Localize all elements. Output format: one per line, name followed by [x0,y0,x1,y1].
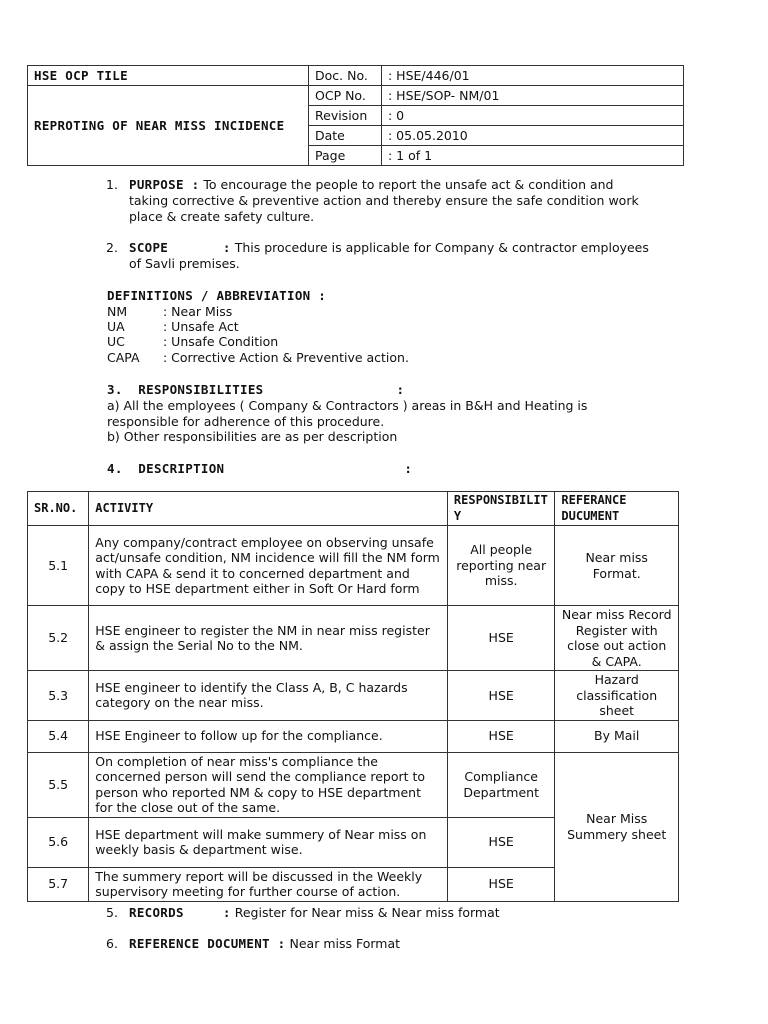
definition-value: : Unsafe Condition [163,334,279,349]
responsibilities-heading: 3. RESPONSIBILITIES : [107,382,405,397]
column-header-activity: ACTIVITY [89,492,448,526]
definition-item [107,334,278,350]
purpose-paragraph [129,177,649,225]
row-responsibility: HSE [447,817,554,867]
responsibilities-line-a: a) All the employees ( Company & Contractors ) areas in B&H and Heating is responsible for adherence of this procedure. [107,398,588,429]
date-value: : 05.05.2010 [382,126,684,146]
row-srno: 5.3 [28,671,89,721]
row-responsibility: Compliance Department [447,752,554,817]
ocp-no-value: : HSE/SOP- NM/01 [382,86,684,106]
ocp-title: HSE OCP TILE [28,66,309,86]
reference-heading: REFERENCE DOCUMENT : [129,936,286,951]
row-srno: 5.7 [28,867,89,901]
description-heading: 4. DESCRIPTION : [107,461,413,476]
records-text: Register for Near miss & Near miss format [234,905,500,920]
row-reference: Near miss Format. [555,526,679,606]
column-header-srno: SR.NO. [28,492,89,526]
purpose-number: 1. [106,177,118,192]
page-label: Page [309,146,382,166]
column-header-responsibility: RESPONSIBILITY [447,492,554,526]
records-number: 5. [106,905,118,920]
doc-no-value: : HSE/446/01 [382,66,684,86]
row-reference: Near miss Record Register with close out action & CAPA. [555,606,679,671]
scope-paragraph [129,240,649,272]
table-row [28,720,679,752]
definition-item [107,350,409,366]
definition-key: NM [107,304,128,319]
purpose-heading: PURPOSE : [129,177,200,192]
table-row [28,526,679,606]
purpose-text: To encourage the people to report the unsafe act & condition and taking corrective & preventive action and thereby ensure the safe condition work place & create safety culture. [129,177,639,224]
definition-key: CAPA [107,350,140,365]
row-activity: On completion of near miss's compliance the concerned person will send the compliance report to person who reported NM & copy to HSE department for the close out of the same. [89,752,448,817]
row-responsibility: HSE [447,671,554,721]
scope-heading: SCOPE : [129,240,231,255]
row-responsibility: HSE [447,606,554,671]
definition-value: : Unsafe Act [163,319,239,334]
scope-text: This procedure is applicable for Company & contractor employees of Savli premises. [129,240,649,271]
scope-number: 2. [106,240,118,255]
definition-item [107,304,232,320]
column-header-reference: REFERANCE DUCUMENT [555,492,679,526]
row-activity: The summery report will be discussed in the Weekly supervisory meeting for further course of action. [89,867,448,901]
row-reference: By Mail [555,720,679,752]
table-row [28,671,679,721]
row-activity: HSE department will make summery of Near miss on weekly basis & department wise. [89,817,448,867]
date-label: Date [309,126,382,146]
row-srno: 5.1 [28,526,89,606]
row-activity: HSE engineer to register the NM in near miss register & assign the Serial No to the NM. [89,606,448,671]
reference-paragraph [129,936,649,952]
row-srno: 5.6 [28,817,89,867]
ocp-no-label: OCP No. [309,86,382,106]
definition-value: : Near Miss [163,304,233,319]
revision-label: Revision [309,106,382,126]
row-activity: HSE engineer to identify the Class A, B, C hazards category on the near miss. [89,671,448,721]
row-responsibility: HSE [447,867,554,901]
revision-value: : 0 [382,106,684,126]
row-activity: HSE Engineer to follow up for the compliance. [89,720,448,752]
row-reference: Near Miss Summery sheet [555,752,679,901]
page-value: : 1 of 1 [382,146,684,166]
row-activity: Any company/contract employee on observing unsafe act/unsafe condition, NM incidence will fill the NM form with CAPA & send it to concerned department and copy to HSE department either in Soft Or Hard form [89,526,448,606]
reference-text: Near miss Format [289,936,401,951]
row-srno: 5.5 [28,752,89,817]
records-heading: RECORDS : [129,905,231,920]
definitions-heading: DEFINITIONS / ABBREVIATION : [107,288,327,303]
reference-number: 6. [106,936,118,951]
document-header-table [27,65,684,166]
document-title: REPROTING OF NEAR MISS INCIDENCE [28,86,309,166]
row-srno: 5.4 [28,720,89,752]
table-row [28,606,679,671]
definition-item [107,319,239,335]
row-responsibility: All people reporting near miss. [447,526,554,606]
row-srno: 5.2 [28,606,89,671]
table-row [28,752,679,817]
definition-key: UC [107,334,125,349]
definition-value: : Corrective Action & Preventive action. [163,350,409,365]
doc-no-label: Doc. No. [309,66,382,86]
description-table [27,491,679,902]
row-responsibility: HSE [447,720,554,752]
responsibilities-line-b: b) Other responsibilities are as per description [107,429,398,444]
row-reference: Hazard classification sheet [555,671,679,721]
records-paragraph [129,905,649,921]
definition-key: UA [107,319,125,334]
